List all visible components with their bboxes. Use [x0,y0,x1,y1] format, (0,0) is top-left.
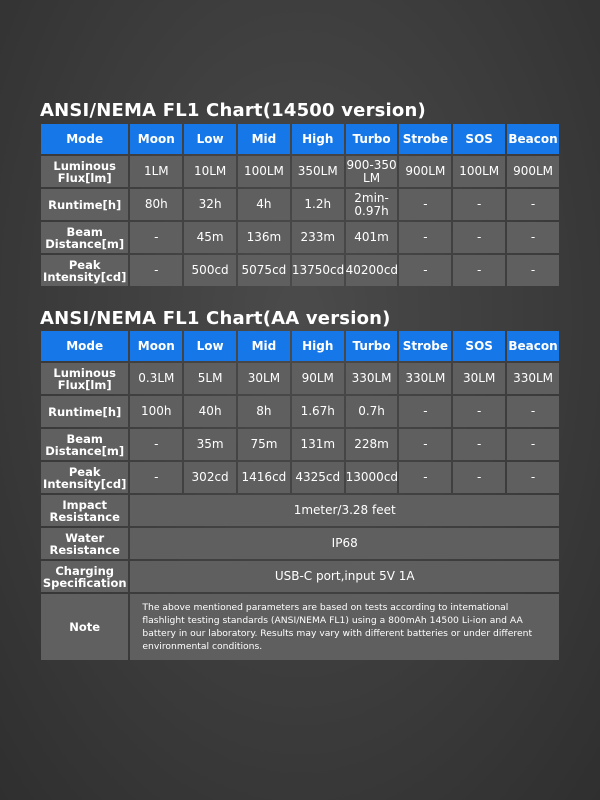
table-cell: 90LM [292,363,344,394]
table-cell: - [507,189,559,220]
table-cell: - [507,396,559,427]
table-row [41,462,559,493]
table-cell: 330LM [507,363,559,394]
table-cell: 4h [238,189,290,220]
table-cell: 228m [346,429,398,460]
spec-label: Charging Specification [41,561,128,592]
table-cell: 40h [184,396,236,427]
table-cell: - [399,429,451,460]
table-cell: - [453,222,505,253]
column-header: Mode [41,124,128,154]
table-cell: - [453,462,505,493]
column-header: Beacon [507,331,559,361]
column-header: SOS [453,124,505,154]
chart-title-14500: ANSI/NEMA FL1 Chart(14500 version) [40,100,426,121]
table-row [41,396,559,427]
row-label: Runtime[h] [41,396,128,427]
table-cell: 1.2h [292,189,344,220]
table-cell: - [399,222,451,253]
table-cell: 900LM [399,156,451,187]
column-header: High [292,331,344,361]
table-cell: - [399,189,451,220]
table-cell: 1.67h [292,396,344,427]
table-cell: 75m [238,429,290,460]
column-header: Moon [130,124,182,154]
header-row [41,331,559,361]
table-row [41,189,559,220]
header-row [41,124,559,154]
table-cell: - [399,462,451,493]
table-row [41,156,559,187]
spec-value: IP68 [130,528,559,559]
table-cell: 100h [130,396,182,427]
column-header: Turbo [346,124,398,154]
table-cell: 30LM [238,363,290,394]
spec-value: 1meter/3.28 feet [130,495,559,526]
table-cell: 100LM [238,156,290,187]
table-cell: 30LM [453,363,505,394]
table-cell: 35m [184,429,236,460]
table-cell: 500cd [184,255,236,286]
column-header: Beacon [507,124,559,154]
table-cell: - [507,462,559,493]
note-label: Note [41,594,128,660]
table-row [41,363,559,394]
table-row [41,429,559,460]
table-cell: - [453,189,505,220]
column-header: High [292,124,344,154]
table-cell: 80h [130,189,182,220]
table-cell: - [399,396,451,427]
table-cell: 32h [184,189,236,220]
table-cell: 900-350 LM [346,156,398,187]
table-cell: - [399,255,451,286]
column-header: Low [184,331,236,361]
column-header: Low [184,124,236,154]
table-cell: - [507,255,559,286]
column-header: Mid [238,124,290,154]
table-cell: 100LM [453,156,505,187]
spec-label: Water Resistance [41,528,128,559]
table-cell: - [130,429,182,460]
row-label: Luminous Flux[lm] [41,156,128,187]
column-header: Moon [130,331,182,361]
table-cell: 1LM [130,156,182,187]
table-cell: 40200cd [346,255,398,286]
spec-table-14500 [39,122,561,288]
table-cell: 350LM [292,156,344,187]
spec-value: USB-C port,input 5V 1A [130,561,559,592]
table-cell: - [507,429,559,460]
spec-label: Impact Resistance [41,495,128,526]
spec-row [41,561,559,592]
column-header: SOS [453,331,505,361]
table-cell: 136m [238,222,290,253]
table-cell: 4325cd [292,462,344,493]
table-cell: - [453,255,505,286]
column-header: Turbo [346,331,398,361]
table-cell: - [130,255,182,286]
table-cell: - [130,462,182,493]
chart-title-aa: ANSI/NEMA FL1 Chart(AA version) [40,308,391,329]
table-cell: 330LM [346,363,398,394]
table-cell: 302cd [184,462,236,493]
column-header: Mid [238,331,290,361]
spec-table-aa [39,329,561,662]
table-cell: 45m [184,222,236,253]
table-cell: 2min-0.97h [346,189,398,220]
table-cell: 233m [292,222,344,253]
table-cell: 0.3LM [130,363,182,394]
table-cell: 8h [238,396,290,427]
row-label: Beam Distance[m] [41,429,128,460]
table-cell: 1416cd [238,462,290,493]
column-header: Mode [41,331,128,361]
spec-row [41,495,559,526]
table-cell: - [453,396,505,427]
table-cell: 10LM [184,156,236,187]
table-cell: 401m [346,222,398,253]
column-header: Strobe [399,331,451,361]
table-cell: 900LM [507,156,559,187]
row-label: Peak Intensity[cd] [41,462,128,493]
table-cell: 5LM [184,363,236,394]
table-row [41,255,559,286]
table-cell: - [507,222,559,253]
table-cell: 5075cd [238,255,290,286]
row-label: Peak Intensity[cd] [41,255,128,286]
table-cell: - [130,222,182,253]
table-cell: - [453,429,505,460]
row-label: Runtime[h] [41,189,128,220]
note-row [41,594,559,660]
row-label: Beam Distance[m] [41,222,128,253]
table-cell: 330LM [399,363,451,394]
table-cell: 13750cd [292,255,344,286]
table-cell: 13000cd [346,462,398,493]
table-cell: 131m [292,429,344,460]
spec-row [41,528,559,559]
table-row [41,222,559,253]
table-cell: 0.7h [346,396,398,427]
row-label: Luminous Flux[lm] [41,363,128,394]
note-text: The above mentioned parameters are based on tests according to intemational flashlight testing standards (ANSI/NEMA FL1) using a 800mAh 14500 Li-ion and AA battery in our laboratory. Results may vary with different batteries or under different environmental conditions. [130,594,559,660]
column-header: Strobe [399,124,451,154]
